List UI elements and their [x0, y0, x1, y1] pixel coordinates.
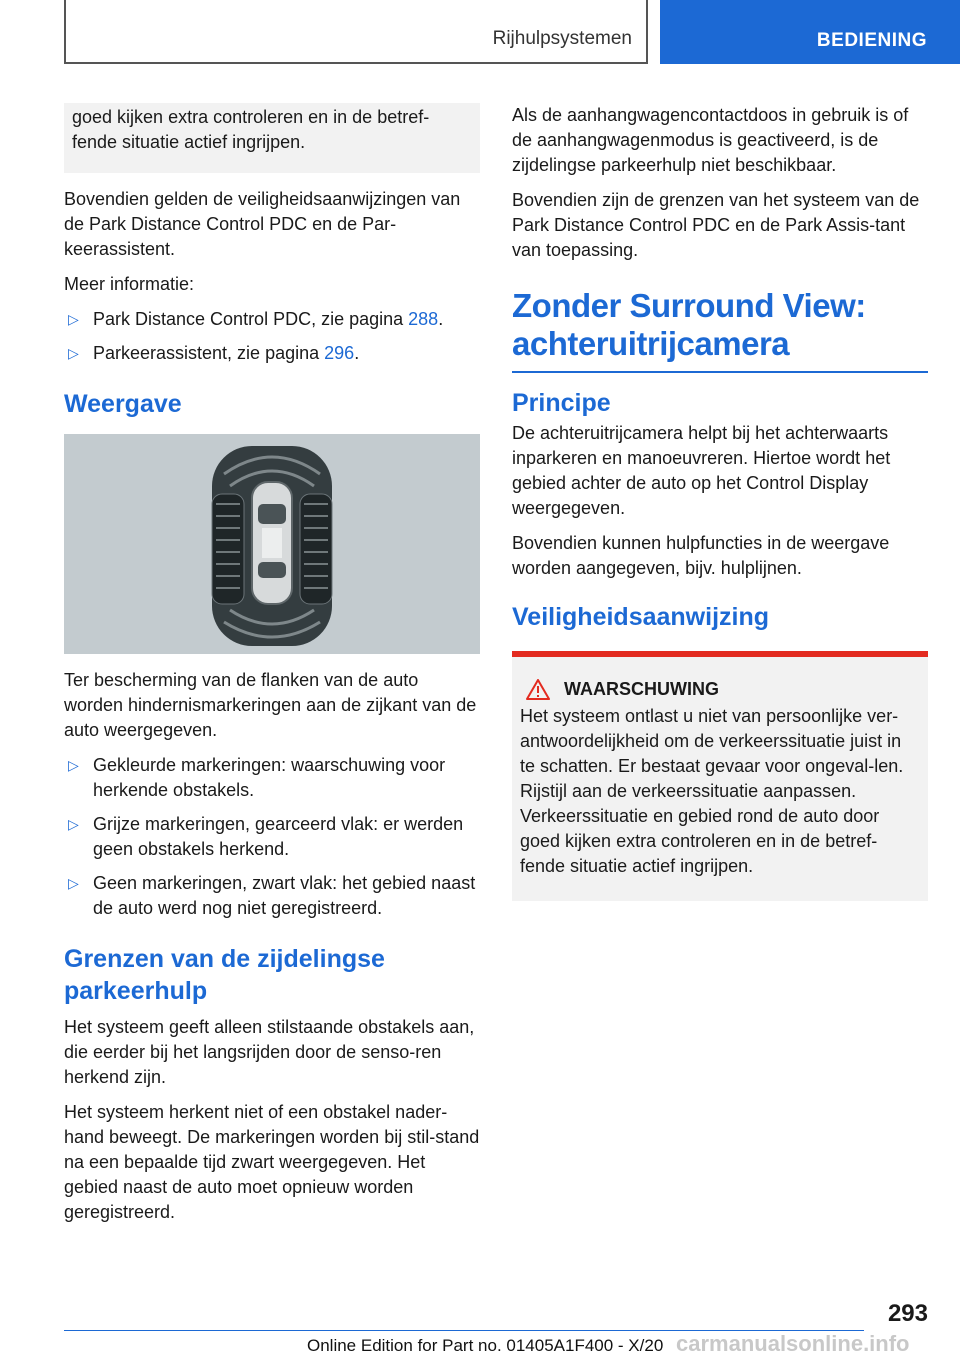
- right-column: [512, 103, 928, 901]
- triangle-bullet-icon: ▷: [68, 875, 79, 891]
- warning-title: WAARSCHUWING: [564, 679, 719, 699]
- edition-text: Online Edition for Part no. 01405A1F400 - X/20: [307, 1336, 664, 1355]
- header-chapter-label: BEDIENING: [816, 30, 927, 51]
- page-number: 293: [887, 1300, 928, 1327]
- system-limits-text: Bovendien zijn de grenzen van het systeem van de Park Distance Control PDC en de Park Assis-tant van toepassing.: [512, 190, 920, 260]
- header-section-title: Rijhulpsystemen: [492, 28, 632, 49]
- marker-list: [64, 753, 480, 921]
- flank-protection-text: Ter bescherming van de flanken van de auto worden hindernismarkeringen aan de zijkant van de auto weergegeven.: [64, 670, 477, 740]
- continued-warning-box: [64, 103, 480, 173]
- list-item: ▷ Park Distance Control PDC, zie pagina 288.: [64, 307, 480, 332]
- side-view-illustration: [64, 434, 480, 654]
- auxiliary-functions-text: Bovendien kunnen hulpfuncties in de weergave worden aangegeven, bijv. hulplijnen.: [512, 533, 890, 578]
- list-item: ▷ Grijze markeringen, gearceerd vlak: er werden geen obstakels herkend.: [68, 814, 464, 859]
- page-link[interactable]: 288: [408, 309, 439, 329]
- more-info-list: [64, 307, 480, 366]
- header-section-box: [64, 0, 648, 64]
- heading-grenzen: Grenzen van de zijdelingse parkeerhulp: [64, 945, 385, 1005]
- triangle-bullet-icon: ▷: [68, 816, 79, 832]
- heading-rear-camera: Zonder Surround View: achteruitrijcamera: [512, 287, 866, 362]
- triangle-bullet-icon: ▷: [68, 345, 79, 361]
- limits-text-2: Het systeem herkent niet of een obstakel nader-hand beweegt. De markeringen worden bij stil-stand na een bepaalde tijd zwart weergegeven. Het gebied naast de auto moet opnieuw worden geregistreerd.: [64, 1102, 480, 1222]
- left-column: [64, 103, 480, 1235]
- list-item: ▷ Gekleurde markeringen: waarschuwing voor herkende obstakels.: [68, 755, 446, 800]
- triangle-bullet-icon: ▷: [68, 757, 79, 773]
- trailer-text: Als de aanhangwagencontactdoos in gebruik is of de aanhangwagenmodus is geactiveerd, is de zijdelingse parkeerhulp niet beschikbaar.: [512, 105, 909, 175]
- parking-markers-figure: [64, 434, 480, 654]
- more-info-label: Meer informatie:: [64, 274, 195, 294]
- watermark-logo: carmanualsonline.info: [676, 1331, 910, 1356]
- triangle-bullet-icon: ▷: [68, 311, 79, 327]
- heading-principe: Principe: [512, 389, 611, 417]
- safety-reference-text: Bovendien gelden de veiligheidsaanwijzingen van de Park Distance Control PDC en de Par-keerassistent.: [64, 189, 461, 259]
- heading-rule: [512, 371, 928, 373]
- warning-box: [512, 651, 928, 901]
- continued-warning-text: goed kijken extra controleren en in de betref-fende situatie actief ingrijpen.: [72, 107, 430, 152]
- warning-title-row: [520, 679, 920, 700]
- page-link[interactable]: 296: [324, 343, 355, 363]
- header-chapter-tab[interactable]: [660, 0, 960, 64]
- list-item: ▷ Parkeerassistent, zie pagina 296.: [64, 341, 480, 366]
- warning-triangle-icon: [526, 679, 550, 700]
- heading-veiligheid: Veiligheidsaanwijzing: [512, 603, 770, 631]
- warning-text: Het systeem ontlast u niet van persoonlijke ver-antwoordelijkheid om de verkeerssituatie juist in te schatten. Er bestaat gevaar voor ongeval-len. Rijstijl aan de verkeerssituatie aanpassen. Verkeerssituatie en gebied rond de auto door goed kijken extra controleren en in de betref-fende situatie actief ingrijpen.: [520, 706, 904, 876]
- limits-text-1: Het systeem geeft alleen stilstaande obstakels aan, die eerder bij het langsrijden door de senso-ren herkend zijn.: [64, 1017, 475, 1087]
- principle-text: De achteruitrijcamera helpt bij het achterwaarts inparkeren en manoeuvreren. Hiertoe wordt het gebied achter de auto op het Control Display weergegeven.: [512, 423, 891, 518]
- list-item: ▷ Geen markeringen, zwart vlak: het gebied naast de auto werd nog niet geregistreerd.: [68, 873, 476, 918]
- heading-weergave: Weergave: [64, 390, 182, 418]
